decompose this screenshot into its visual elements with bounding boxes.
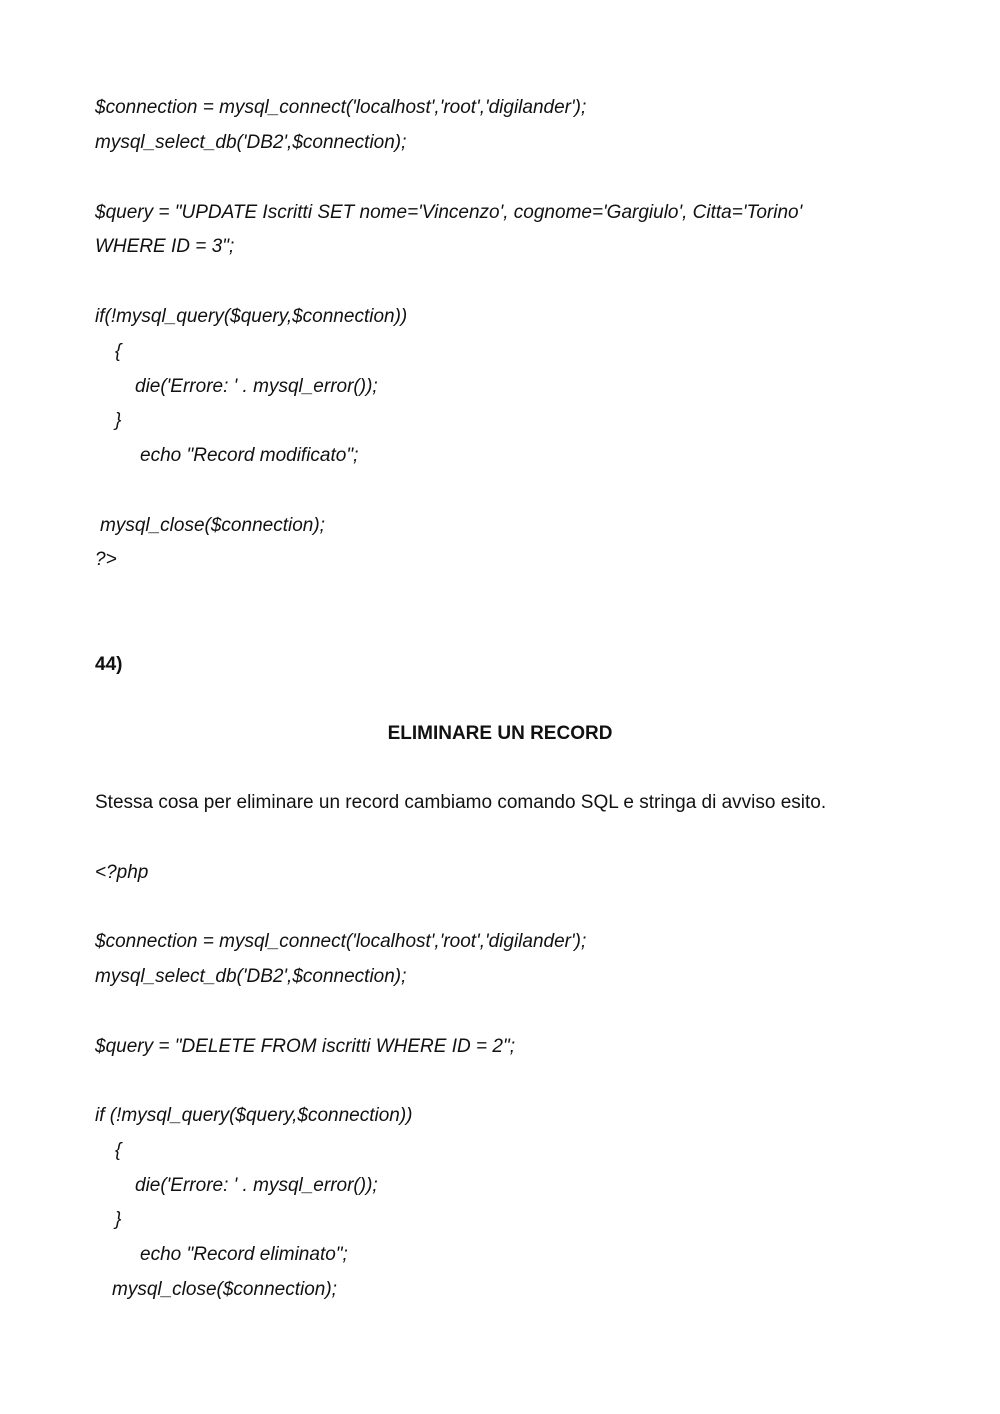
code-line: if(!mysql_query($query,$connection)) [95, 306, 408, 327]
code-line: if (!mysql_query($query,$connection)) [95, 1105, 413, 1126]
code-line: $query = "DELETE FROM iscritti WHERE ID = 2"; [95, 1036, 515, 1057]
code-line: mysql_close($connection); [100, 515, 325, 536]
section-number: 44) [95, 654, 123, 675]
code-line: echo "Record eliminato"; [140, 1244, 348, 1265]
code-line: { [115, 341, 122, 362]
code-line: } [115, 410, 122, 431]
code-line: $connection = mysql_connect('localhost','root','digilander'); [95, 97, 587, 118]
code-line: mysql_select_db('DB2',$connection); [95, 966, 407, 987]
code-line: die('Errore: ' . mysql_error()); [135, 376, 378, 397]
section-intro: Stessa cosa per eliminare un record cambiamo comando SQL e stringa di avviso esito. [95, 792, 827, 813]
code-line: <?php [95, 862, 149, 883]
code-line: echo "Record modificato"; [140, 445, 359, 466]
code-line: die('Errore: ' . mysql_error()); [135, 1175, 378, 1196]
code-line: WHERE ID = 3"; [95, 236, 235, 257]
code-line: { [115, 1140, 122, 1161]
section-title: ELIMINARE UN RECORD [387, 723, 613, 744]
code-line: mysql_close($connection); [112, 1279, 337, 1300]
code-line: mysql_select_db('DB2',$connection); [95, 132, 407, 153]
code-line: $query = "UPDATE Iscritti SET nome='Vincenzo', cognome='Gargiulo', Citta='Torino' [95, 202, 803, 223]
code-line: } [115, 1209, 122, 1230]
code-line: ?> [95, 549, 117, 570]
code-line: $connection = mysql_connect('localhost','root','digilander'); [95, 931, 587, 952]
